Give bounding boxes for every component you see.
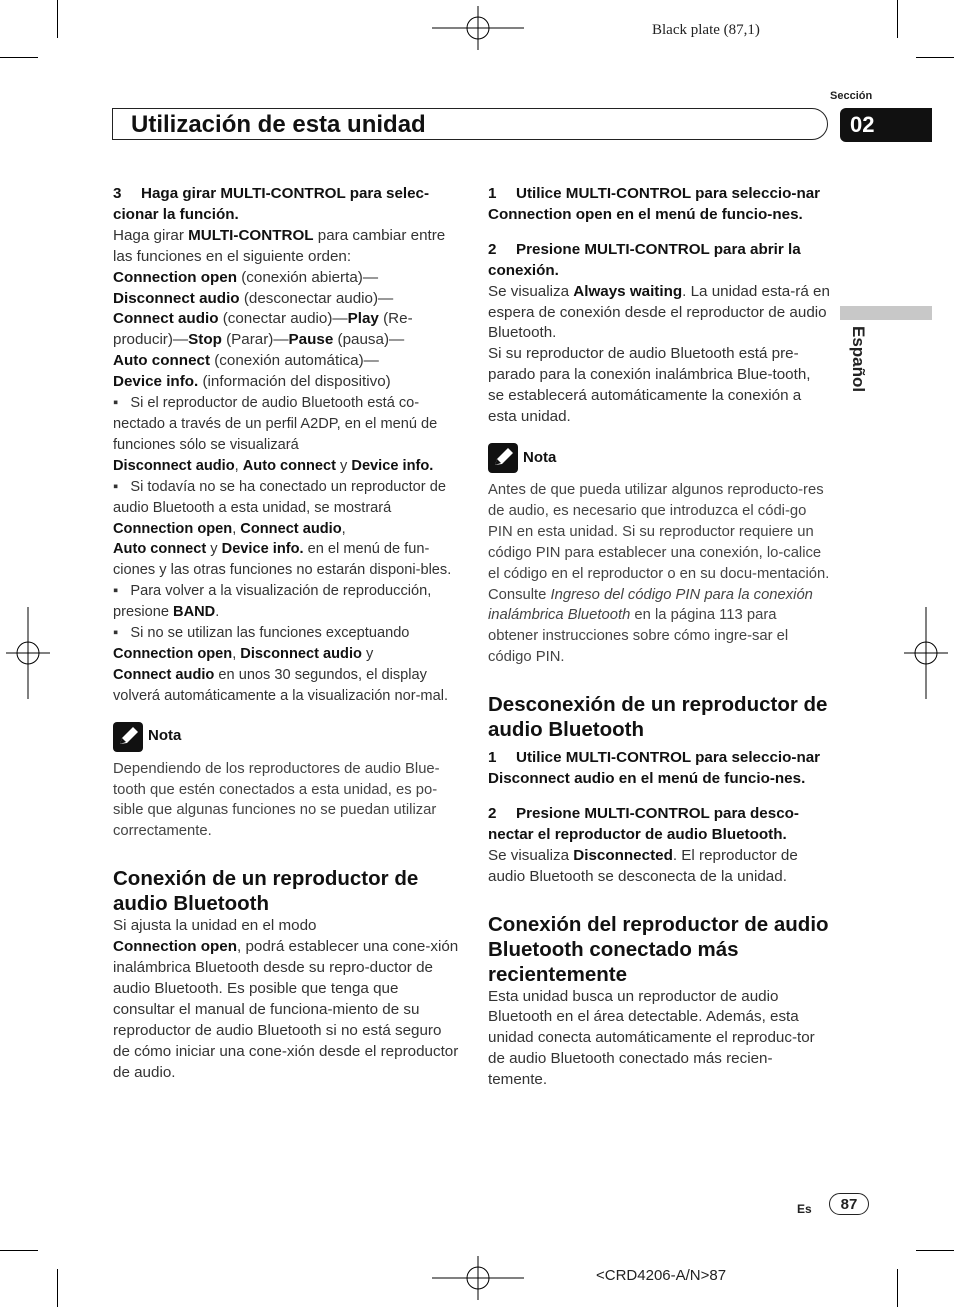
crop-mark	[897, 1269, 898, 1307]
registration-mark-left	[6, 607, 50, 699]
function-list: Connection open (conexión abierta)— Disconnect audio (desconectar audio)— Connect audio (conectar audio)—Play (Re-producir)—Stop (Parar)—Pause (pausa)— Auto connect (conexión automática)— Device info. (información del dispositivo)	[113, 268, 413, 391]
document-code: <CRD4206-A/N>87	[596, 1267, 727, 1284]
bullet-icon: ▪	[113, 395, 131, 412]
paragraph: Haga girar MULTI-CONTROL para cambiar entre las funciones en el siguiente orden:	[113, 226, 446, 265]
step-1: 1 Utilice MULTI-CONTROL para seleccio-nar Connection open en el menú de funcio-nes.	[488, 185, 821, 223]
paragraph: Se visualiza Always waiting. La unidad esta-rá en espera de conexión desde el reproductor de audio Bluetooth.	[488, 282, 830, 342]
crop-mark	[916, 1250, 954, 1251]
bullet-icon: ▪	[113, 478, 131, 495]
bullet-item: ▪ Para volver a la visualización de reproducción, presione BAND.	[113, 583, 432, 621]
paragraph: Si ajusta la unidad en el modo Connection open, podrá establecer una cone-xión inalámbrica Bluetooth desde su repro-ductor de audio Bluetooth. Es posible que tenga que consultar el manual de funciona-miento de su reproductor de audio Bluetooth si no está seguro de cómo iniciar una cone-xión desde el reproductor de audio.	[113, 917, 459, 1081]
bullet-icon: ▪	[113, 583, 131, 600]
crop-mark	[57, 1269, 58, 1307]
paragraph: Se visualiza Disconnected. El reproductor de audio Bluetooth se desconecta de la unidad.	[488, 846, 798, 885]
section-label: Sección	[830, 90, 873, 102]
crop-mark	[916, 57, 954, 58]
crop-mark	[0, 57, 38, 58]
step-1: 1 Utilice MULTI-CONTROL para seleccio-nar Disconnect audio en el menú de funcio-nes.	[488, 749, 821, 788]
language-code: Es	[797, 1202, 812, 1216]
section-number: 02	[840, 108, 932, 142]
plate-label: Black plate (87,1)	[652, 22, 760, 38]
bullet-item: ▪ Si no se utilizan las funciones exceptuando Connection open, Disconnect audio y Connect audio en unos 30 segundos, el display volverá automáticamente a la visualización nor-mal.	[113, 625, 449, 704]
crop-mark	[57, 0, 58, 38]
language-tab-bar	[840, 306, 932, 320]
chapter-title: Utilización de esta unidad	[131, 111, 426, 138]
chapter-title-bar	[112, 108, 828, 140]
crop-mark	[897, 0, 898, 38]
note-header: Nota	[113, 721, 459, 753]
note-header: Nota	[488, 442, 830, 474]
heading-reciente: Conexión del reproductor de audio Bluetooth conectado más recientemente	[488, 912, 829, 986]
pencil-note-icon	[488, 443, 518, 473]
left-column	[113, 184, 459, 1084]
bullet-item: ▪ Si todavía no se ha conectado un reproductor de audio Bluetooth a esta unidad, se mostrará Connection open, Connect audio, Auto connect y Device info. en el menú de fun-ciones y las otras funciones no estarán disponi-bles.	[113, 478, 452, 579]
step-3: 3 Haga girar MULTI-CONTROL para selec-cionar la función.	[113, 185, 430, 223]
pencil-note-icon	[113, 722, 143, 752]
heading-desconexion: Desconexión de un reproductor de audio Bluetooth	[488, 693, 828, 742]
registration-mark-bottom	[432, 1256, 524, 1300]
bullet-item: ▪ Si el reproductor de audio Bluetooth está co-nectado a través de un perfil A2DP, en el menú de funciones sólo se visualizará Disconnect audio, Auto connect y Device info.	[113, 395, 438, 474]
crop-mark	[0, 1250, 38, 1251]
registration-mark-right	[904, 607, 948, 699]
note-text: Dependiendo de los reproductores de audio Blue-tooth que estén conectados a esta unidad, es po-sible que algunas funciones no se puedan utilizar correctamente.	[113, 760, 440, 840]
heading-conexion: Conexión de un reproductor de audio Bluetooth	[113, 867, 419, 916]
step-2: 2 Presione MULTI-CONTROL para desco-nectar el reproductor de audio Bluetooth.	[488, 804, 799, 843]
paragraph: Si su reproductor de audio Bluetooth está pre-parado para la conexión inalámbrica Blue-tooth, se establecerá automáticamente la conexión a esta unidad.	[488, 345, 811, 426]
registration-mark-top	[432, 6, 524, 50]
step-2: 2 Presione MULTI-CONTROL para abrir la conexión.	[488, 240, 801, 279]
bullet-icon: ▪	[113, 625, 131, 642]
language-label: Español	[849, 326, 868, 393]
note-text: Antes de que pueda utilizar algunos reproducto-res de audio, es necesario que introduzca el códi-go PIN en esta unidad. Si su reproductor requiere un código PIN para establecer una conexión, lo-calice el código en el reproductor o en su docu-mentación. Consulte Ingreso del código PIN para la conexión inalámbrica Bluetooth en la página 113 para obtener instrucciones sobre cómo ingre-sar el código PIN.	[488, 481, 830, 666]
right-column	[488, 184, 830, 1091]
page-number: 87	[829, 1193, 869, 1215]
paragraph: Esta unidad busca un reproductor de audio Bluetooth en el área detectable. Además, esta unidad conecta automáticamente el reproduc-tor de audio Bluetooth conectado más recien-temente.	[488, 987, 815, 1089]
